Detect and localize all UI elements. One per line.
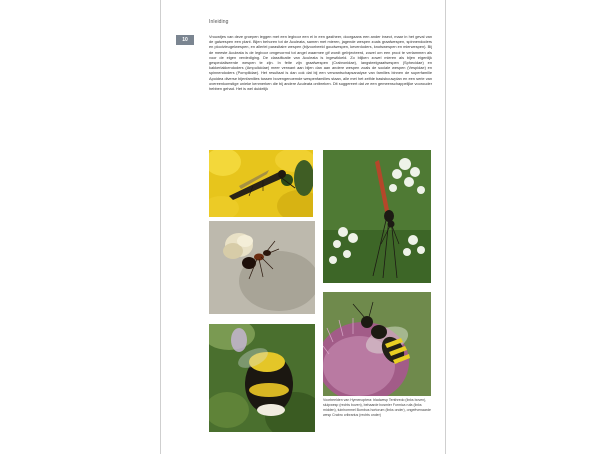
page-number-badge: 10 xyxy=(176,35,194,45)
photo-wasp-thistle xyxy=(323,292,431,396)
photo-bumblebee xyxy=(209,324,315,432)
body-paragraph: Vrouwtjes van deze groepen leggen met een legboor een ei in een gastheer, doorgaans een ander insect, maar in het geval van de galwespen een plant. Bijen behoren tot de Aculeata, samen met mieren, jagende wespen zoals graafwespen, spinnendoders en plooivleugelwespen, en allerlei parasitaire wespen (bijvoorbeeld goudwespen, keverdoders, knotswespen en mierwespen). Bij de meeste Aculeata is de legboor omgevormd tot angel waarmee gif wordt geïnjecteerd, zowel om een prooi te verlammen als voor de eigen verdediging. De classificatie van Aculeata is ingewikkeld. Zo blijken zowel mieren als bijen eigenlijk gespecialiseerde wespen te zijn. In feite zijn graafwespen (Crabronidae), langsteelgraafwespen (Sphecidae) en kakkerlakkendoders (Ampulicidae) meer verwant aan bijen dan aan andere wespen zoals de sociale wespen (Vespidae) en spinnendoders (Pompilidae). Het resultaat is dan ook dat bij een verwantschapsanalyse van families binnen de superfamilie Apoidea diverse bijenfamilies tussen bovengenoemde wespenfamilies staan, alle met het zelfde basisbouwplan en een serie van overeenkomstige unieke kenmerken die bij andere Aculeata ontbreken. Dit suggereert dat ze een gemeenschappelijke voorouder hebben gehad. Het is wel duidelijk xyxy=(209,34,432,92)
figure-caption: Voorbeelden van Hymenoptera: bladwesp Tenthredo (links boven), sluipwesp (rechts boven), behaarde bosmier Formica rufa (links midden), tuinhommel Bombus hortorum (links onder), ongeëvenaarde wesp Crabro cribrarius (rechts onder) xyxy=(323,398,431,417)
photo-wood-ant xyxy=(209,221,315,314)
book-page xyxy=(160,0,446,454)
running-head: Inleiding xyxy=(209,19,229,25)
photo-ichneumon xyxy=(323,150,431,283)
photo-sawfly xyxy=(209,150,313,217)
